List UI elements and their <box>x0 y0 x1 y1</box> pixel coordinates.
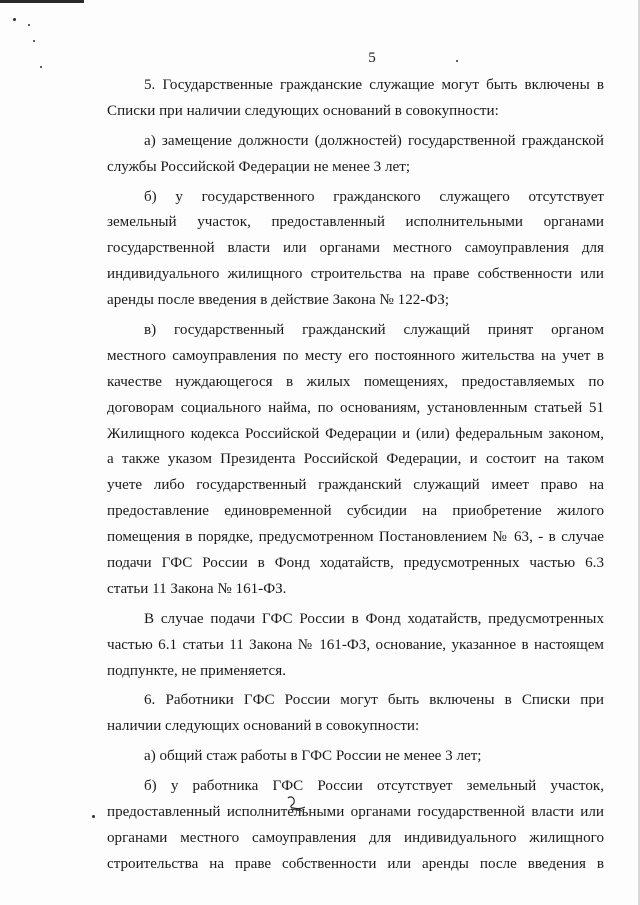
text-line: частью 6.1 статьи 11 Закона № 161-ФЗ, основание, указанное в настоящем <box>107 636 604 653</box>
scan-speck <box>33 40 35 42</box>
pen-mark-icon <box>285 792 309 814</box>
paragraph-5-note <box>107 607 604 685</box>
text-line: подпункте, не применяется. <box>107 662 286 679</box>
text-line: органами местного самоуправления для индивидуального жилищного <box>107 829 604 846</box>
text-line: индивидуального жилищного строительства на праве собственности или <box>107 266 604 283</box>
scan-speck <box>92 815 95 818</box>
text-line: в) государственный гражданский служащий принят органом <box>144 322 604 339</box>
text-line: Жилищного кодекса Российской Федерации и (или) федеральным законом, <box>107 425 604 442</box>
text-line: Списки при наличии следующих оснований в совокупности: <box>107 102 499 119</box>
text-line: а) замещение должности (должностей) государственной гражданской <box>144 132 604 149</box>
paragraph-5 <box>107 73 604 125</box>
text-line: качестве нуждающегося в жилых помещениях, предоставляемых по <box>107 373 604 390</box>
text-line: строительства на праве собственности или аренды после введения в <box>107 855 604 872</box>
text-line: наличии следующих оснований в совокупности: <box>107 718 420 735</box>
text-line: статьи 11 Закона № 161-ФЗ. <box>107 580 287 597</box>
text-line: а) общий стаж работы в ГФС России не менее 3 лет; <box>144 748 482 765</box>
text-line: земельный участок, предоставленный исполнительными органами <box>107 214 604 231</box>
text-line: местного самоуправления по месту его постоянного жительства на учет в <box>107 347 604 364</box>
text-line: б) у работника ГФС России отсутствует земельный участок, <box>144 778 604 795</box>
scan-edge-top <box>0 0 84 3</box>
paragraph-5b <box>107 185 604 314</box>
paragraph-5a <box>107 129 604 181</box>
text-line: 5. Государственные гражданские служащие могут быть включены в <box>144 77 604 93</box>
text-line: предоставление единовременной субсидии на приобретение жилого <box>107 503 604 520</box>
text-line: помещения в порядке, предусмотренном Постановлением № 63, - в случае <box>107 529 604 546</box>
scan-speck <box>28 24 30 26</box>
text-line: государственной власти или органами местного самоуправления для <box>107 240 604 257</box>
text-line: б) у государственного гражданского служащего отсутствует <box>144 188 604 205</box>
text-line: аренды после введения в действие Закона № 122-ФЗ; <box>107 292 450 309</box>
paragraph-6a <box>107 744 604 770</box>
text-line: подачи ГФС России в Фонд ходатайств, предусмотренных частью 6.3 <box>107 555 604 572</box>
document-body <box>107 73 604 878</box>
text-line: службы Российской Федерации не менее 3 лет; <box>107 158 411 175</box>
text-line: учете либо государственный гражданский служащий имеет право на <box>107 477 604 494</box>
page-number: 5 <box>368 50 376 66</box>
paragraph-5v <box>107 318 604 603</box>
text-line: 6. Работники ГФС России могут быть включены в Списки при <box>144 692 604 709</box>
paragraph-6 <box>107 688 604 740</box>
scan-speck <box>13 18 16 21</box>
text-line: а также указом Президента Российской Федерации, и состоит на таком <box>107 451 604 468</box>
text-line: В случае подачи ГФС России в Фонд ходатайств, предусмотренных <box>144 610 604 627</box>
text-line: предоставленный исполнительными органами государственной власти или <box>107 804 604 821</box>
paragraph-6b <box>107 774 604 878</box>
text-line: договорам социального найма, по основаниям, установленным статьей 51 <box>107 399 604 416</box>
